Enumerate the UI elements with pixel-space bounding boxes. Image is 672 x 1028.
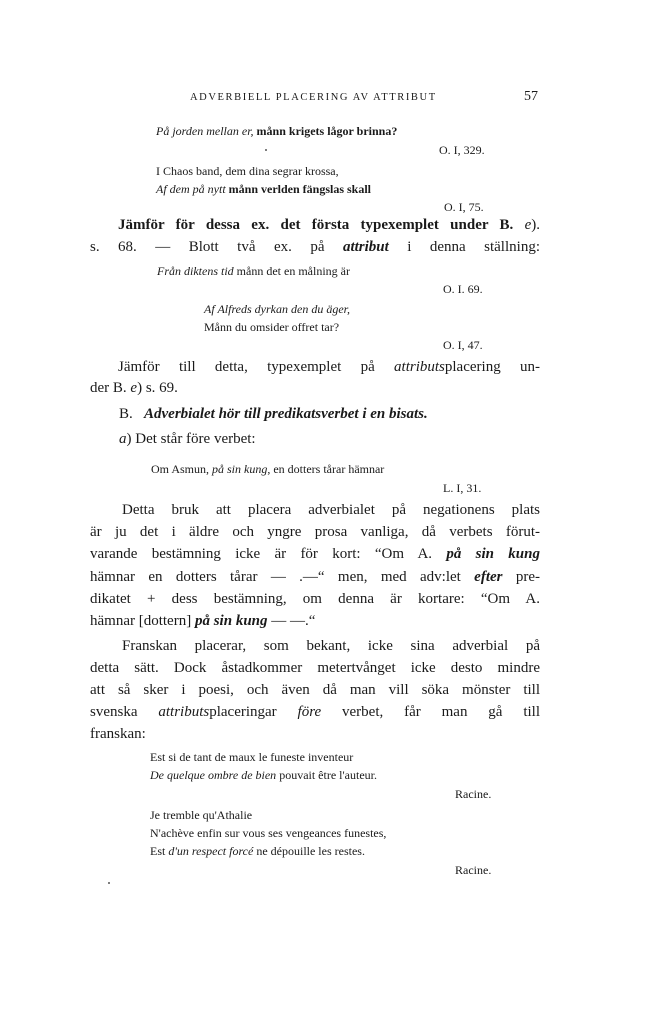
quote-line: N'achève enfin sur vous ses vengeances funestes,	[150, 826, 387, 840]
body-line: franskan:	[90, 726, 146, 742]
body-line: der B. e) s. 69.	[90, 380, 178, 396]
body-line: Detta bruk att placera adverbialet på negationens plats	[122, 502, 540, 518]
quote-reference: L. I, 31.	[443, 481, 482, 495]
quote-reference: Racine.	[455, 787, 492, 801]
body-line: detta sätt. Dock åstadkommer metertvånget icke desto mindre	[90, 660, 540, 676]
quote-line: De quelque ombre de bien pouvait être l'auteur.	[150, 768, 377, 782]
section-heading: B. Adverbialet hör till predikatsverbet i en bisats.	[119, 406, 428, 422]
print-speck	[108, 882, 110, 884]
quote-reference: O. I, 75.	[444, 200, 484, 214]
body-line: hämnar [dottern] på sin kung — —.“	[90, 613, 316, 629]
body-line: Franskan placerar, som bekant, icke sina adverbial på	[122, 638, 540, 654]
quote-line: Om Asmun, på sin kung, en dotters tårar hämnar	[151, 462, 385, 476]
quote-line: Från diktens tid månn det en målning är	[157, 264, 350, 278]
quote-line: Af Alfreds dyrkan den du äger,	[204, 302, 350, 316]
quote-reference: O. I, 47.	[443, 338, 483, 352]
body-line: varande bestämning icke är för kort: “Om A. på sin kung	[90, 546, 540, 562]
body-line: dikatet + dess bestämning, om denna är kortare: “Om A.	[90, 591, 540, 607]
quote-reference: O. I, 329.	[439, 143, 485, 157]
quote-line: Månn du omsider offret tar?	[204, 320, 340, 334]
quote-line: Est d'un respect forcé ne dépouille les restes.	[150, 844, 365, 858]
running-header: ADVERBIELL PLACERING AV ATTRIBUT	[190, 92, 437, 103]
body-line: att så sker i poesi, och även då man vill söka mönster till	[90, 682, 540, 698]
subsection-heading: a) Det står före verbet:	[119, 431, 256, 447]
body-line: är ju det i äldre och yngre prosa vanliga, då verbets förut-	[90, 524, 540, 540]
quote-line: Est si de tant de maux le funeste inventeur	[150, 750, 354, 764]
body-line: s. 68. — Blott två ex. på attribut i denna ställning:	[90, 239, 540, 255]
quote-reference: Racine.	[455, 863, 492, 877]
quote-reference: O. I. 69.	[443, 282, 483, 296]
quote-line: Af dem på nytt månn verlden fängslas skall	[156, 182, 372, 196]
page-number: 57	[524, 89, 538, 104]
quote-line: I Chaos band, dem dina segrar krossa,	[156, 164, 339, 178]
print-speck	[265, 149, 267, 151]
body-line: Jämför till detta, typexemplet på attributsplacering un-	[118, 359, 540, 375]
quote-line: På jorden mellan er, månn krigets lågor brinna?	[156, 124, 398, 138]
body-line: Jämför för dessa ex. det första typexemplet under B. e).	[118, 217, 540, 233]
body-line: svenska attributsplaceringar före verbet, får man gå till	[90, 704, 540, 720]
body-line: hämnar en dotters tårar — .—“ men, med adv:let efter pre-	[90, 569, 540, 585]
quote-line: Je tremble qu'Athalie	[150, 808, 253, 822]
